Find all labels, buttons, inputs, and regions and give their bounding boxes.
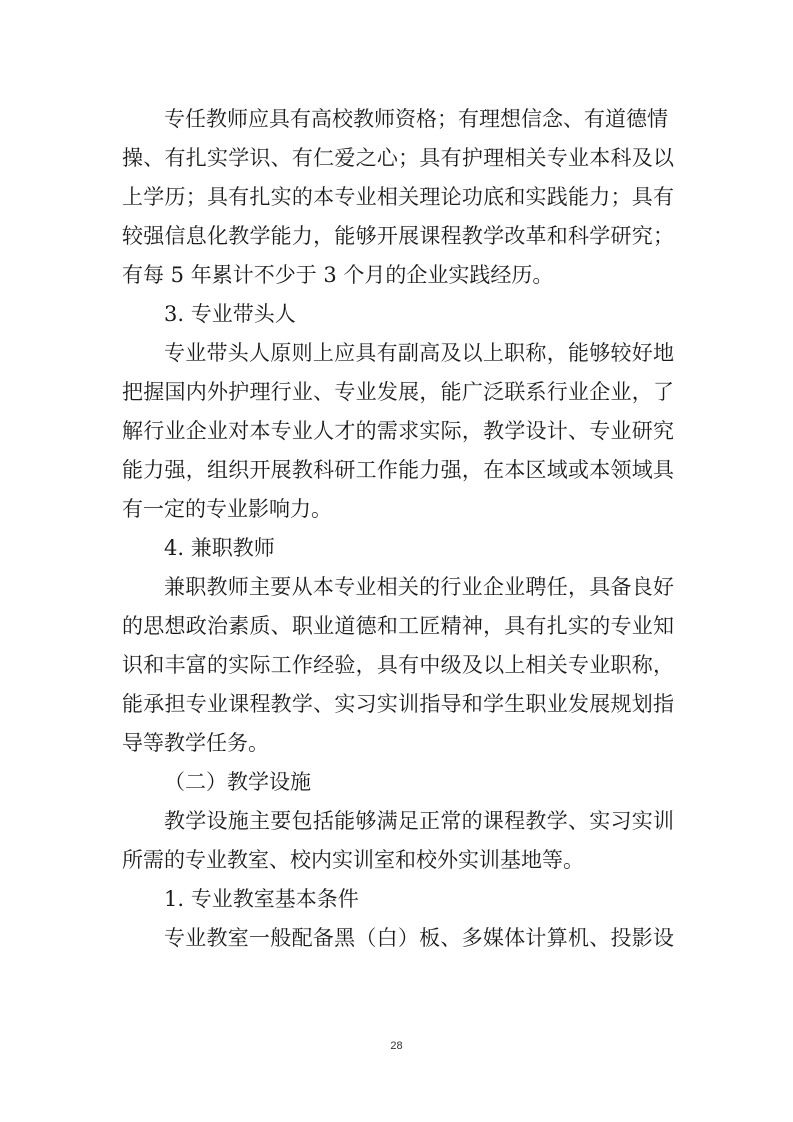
paragraph-line: 解行业企业对本专业人才的需求实际，教学设计、专业研究 [122, 419, 674, 443]
paragraph-line: 专任教师应具有高校教师资格；有理想信念、有道德情 [164, 107, 668, 131]
section-heading: （二）教学设施 [164, 770, 311, 794]
paragraph-line: 把握国内外护理行业、专业发展，能广泛联系行业企业，了 [122, 380, 674, 404]
paragraph-line: 有每 5 年累计不少于 3 个月的企业实践经历。 [122, 263, 554, 287]
paragraph-line: 的思想政治素质、职业道德和工匠精神，具有扎实的专业知 [122, 614, 674, 638]
paragraph-line: 导等教学任务。 [122, 731, 269, 755]
paragraph-line: 较强信息化教学能力，能够开展课程教学改革和科学研究； [122, 224, 674, 248]
paragraph-line: 教学设施主要包括能够满足正常的课程教学、实习实训 [164, 809, 674, 833]
paragraph-line: 专业带头人原则上应具有副高及以上职称，能够较好地 [164, 341, 674, 365]
page-number: 28 [390, 1040, 403, 1052]
paragraph-line: 能承担专业课程教学、实习实训指导和学生职业发展规划指 [122, 692, 674, 716]
paragraph-line: 上学历；具有扎实的本专业相关理论功底和实践能力；具有 [122, 185, 674, 209]
section-heading: 1. 专业教室基本条件 [164, 887, 359, 911]
paragraph-line: 操、有扎实学识、有仁爱之心；具有护理相关专业本科及以 [122, 146, 674, 170]
paragraph-line: 有一定的专业影响力。 [122, 497, 332, 521]
paragraph-line: 所需的专业教室、校内实训室和校外实训基地等。 [122, 848, 584, 872]
paragraph-line: 能力强，组织开展教科研工作能力强，在本区域或本领域具 [122, 458, 674, 482]
paragraph-line: 识和丰富的实际工作经验，具有中级及以上相关专业职称， [122, 653, 674, 677]
section-heading: 3. 专业带头人 [164, 302, 296, 326]
section-heading: 4. 兼职教师 [164, 536, 275, 560]
paragraph-line: 兼职教师主要从本专业相关的行业企业聘任，具备良好 [164, 575, 674, 599]
paragraph-line: 专业教室一般配备黑（白）板、多媒体计算机、投影设 [164, 926, 674, 950]
